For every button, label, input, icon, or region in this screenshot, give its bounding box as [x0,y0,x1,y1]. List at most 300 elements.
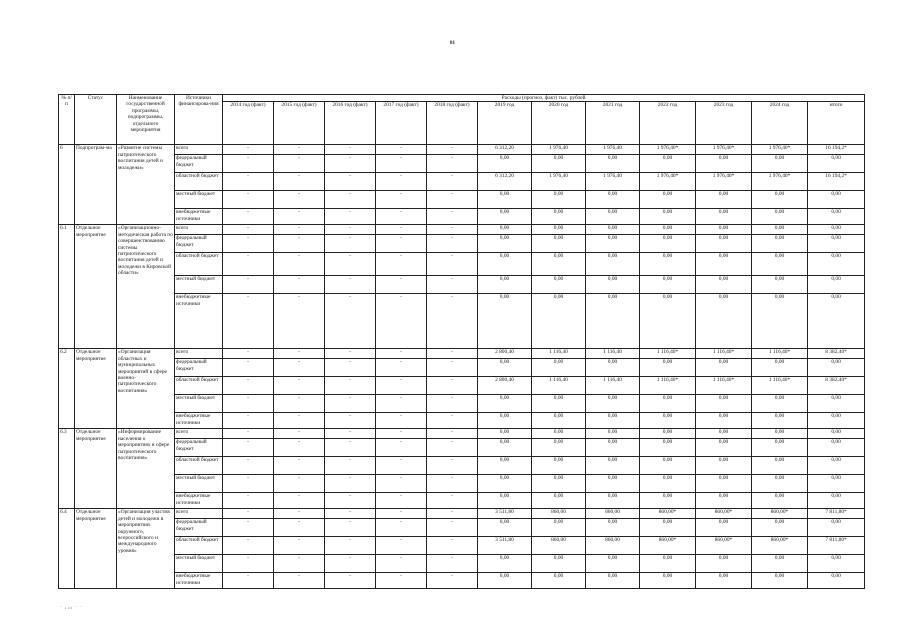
cell-value: 0,00 [532,235,586,253]
cell-value: 0,00 [696,359,752,377]
cell-value: - [427,209,478,225]
cell-value: - [376,225,427,235]
cell-value: - [223,555,274,573]
cell-value: - [325,377,376,395]
header-status: Статус [75,95,117,145]
cell-value: 0,00 [696,475,752,493]
cell-value: - [427,173,478,191]
cell-value: - [427,395,478,413]
cell-value: 0,00 [478,155,532,173]
funding-source: всего [175,145,223,155]
header-year: 2019 год [478,102,532,145]
cell-value: - [427,191,478,209]
cell-value: 0,00 [696,276,752,294]
cell-value: - [376,349,427,359]
table-row [59,173,865,191]
cell-value: - [223,413,274,429]
cell-total: 0,00 [808,276,865,294]
cell-value: - [325,509,376,519]
cell-value: 0,00 [532,519,586,537]
cell-value: - [274,475,325,493]
cell-value: - [325,209,376,225]
cell-total: 0,00 [808,294,865,349]
cell-value: - [223,509,274,519]
cell-value: 860,00* [752,509,808,519]
cell-value: 0,00 [586,555,640,573]
cell-total: 0,00 [808,235,865,253]
cell-value: - [427,225,478,235]
cell-total: 0,00 [808,555,865,573]
header-year: 2022 год [640,102,696,145]
cell-total: 0,00 [808,359,865,377]
cell-value: 1 976,40* [696,173,752,191]
table-row [59,253,865,276]
cell-value: - [223,429,274,439]
cell-value: - [325,235,376,253]
cell-value: - [274,413,325,429]
cell-total: 0,00 [808,439,865,457]
cell-value: - [376,555,427,573]
cell-value: - [325,191,376,209]
cell-value: - [427,475,478,493]
cell-value: 860,00* [696,509,752,519]
cell-value: 0,00 [586,294,640,349]
cell-value: 0,00 [640,573,696,589]
cell-value: 1 116,40* [752,349,808,359]
cell-value: - [274,519,325,537]
cell-value: 0,00 [586,253,640,276]
table-body [59,145,865,589]
cell-value: 0,00 [696,429,752,439]
group-status: Отдельное мероприятие [75,509,117,589]
cell-value: 0,00 [586,235,640,253]
cell-value: - [274,209,325,225]
cell-total: 0,00 [808,395,865,413]
cell-value: 0,00 [696,225,752,235]
table-row [59,573,865,589]
cell-total: 0,00 [808,519,865,537]
cell-value: 0,00 [640,235,696,253]
cell-total: 0,00 [808,475,865,493]
cell-value: - [376,519,427,537]
cell-value: - [427,413,478,429]
cell-value: 0,00 [478,359,532,377]
cell-value: 0,00 [478,457,532,475]
cell-value: 0,00 [640,359,696,377]
cell-value: - [223,537,274,555]
cell-value: - [427,359,478,377]
group-number: 6.4 [59,509,75,589]
cell-value: 0,00 [586,573,640,589]
funding-source: внебюджетные источники [175,573,223,589]
cell-value: - [274,276,325,294]
cell-value: 0,00 [696,191,752,209]
cell-value: - [223,493,274,509]
cell-value: - [427,439,478,457]
cell-total: 7 811,80* [808,509,865,519]
cell-value: 0,00 [752,475,808,493]
cell-value: - [427,155,478,173]
cell-value: 860,00 [532,509,586,519]
cell-total: 0,00 [808,191,865,209]
cell-value: - [427,235,478,253]
table-row [59,377,865,395]
cell-value: 0,00 [752,155,808,173]
cell-value: - [376,493,427,509]
cell-value: - [223,235,274,253]
cell-value: 0,00 [640,155,696,173]
cell-value: 860,00* [752,537,808,555]
cell-value: 0,00 [696,493,752,509]
cell-value: 0,00 [586,439,640,457]
cell-value: - [274,573,325,589]
cell-value: - [325,439,376,457]
cell-value: - [376,457,427,475]
cell-value: 0,00 [752,359,808,377]
cell-value: 0,00 [478,573,532,589]
cell-value: - [274,155,325,173]
cell-value: 0,00 [586,209,640,225]
cell-value: - [376,173,427,191]
cell-value: - [274,225,325,235]
cell-value: 860,00 [532,537,586,555]
cell-value: - [325,555,376,573]
cell-value: 0,00 [478,235,532,253]
cell-value: 0,00 [532,253,586,276]
cell-value: 0,00 [586,457,640,475]
cell-value: 0,00 [532,191,586,209]
header-year: 2024 год [752,102,808,145]
group-number: 6 [59,145,75,225]
cell-value: 0,00 [696,209,752,225]
cell-value: 3 511,80 [478,537,532,555]
cell-value: - [223,209,274,225]
cell-value: 0,00 [752,276,808,294]
cell-value: 0,00 [752,429,808,439]
cell-value: 1 116,40* [640,349,696,359]
cell-value: 0,00 [532,555,586,573]
cell-value: 0,00 [696,457,752,475]
cell-value: 0,00 [640,457,696,475]
cell-value: - [274,145,325,155]
group-number: 6.1 [59,225,75,349]
table-row [59,395,865,413]
cell-value: - [223,276,274,294]
cell-value: 0,00 [478,276,532,294]
header-no: № п/п [59,95,75,145]
cell-value: - [376,294,427,349]
cell-value: 0,00 [478,225,532,235]
cell-value: 0,00 [532,475,586,493]
cell-value: 0,00 [532,276,586,294]
funding-source: местный бюджет [175,475,223,493]
funding-source: местный бюджет [175,191,223,209]
cell-value: 0,00 [696,519,752,537]
cell-value: 1 116,40 [532,349,586,359]
cell-value: - [427,493,478,509]
cell-value: - [223,377,274,395]
cell-value: 1 116,40 [532,377,586,395]
cell-total: 0,00 [808,413,865,429]
cell-total: 0,00 [808,493,865,509]
cell-value: 0,00 [696,253,752,276]
cell-value: - [223,573,274,589]
cell-total: 0,00 [808,253,865,276]
cell-value: 0,00 [586,191,640,209]
cell-value: 0,00 [752,555,808,573]
group-status: Подпрограм-ма [75,145,117,225]
page-number: 81 [450,41,455,46]
footer-mark: · ₁₁₆ · · [60,605,83,610]
cell-value: - [427,377,478,395]
table-row [59,349,865,359]
cell-value: 0,00 [478,439,532,457]
funding-source: всего [175,509,223,519]
cell-value: - [274,173,325,191]
cell-value: - [325,155,376,173]
cell-value: 0,00 [532,439,586,457]
funding-source: внебюджетные источники [175,294,223,349]
cell-value: - [325,395,376,413]
funding-source: федеральный бюджет [175,235,223,253]
cell-value: 1 976,40* [752,173,808,191]
cell-value: - [223,475,274,493]
cell-value: 0,00 [752,493,808,509]
cell-value: 0,00 [586,413,640,429]
cell-value: - [325,276,376,294]
cell-value: - [376,191,427,209]
cell-value: - [427,519,478,537]
cell-value: 1 976,40 [532,173,586,191]
cell-value: 0,00 [640,555,696,573]
cell-value: 3 511,80 [478,509,532,519]
group-name: «Развитие системы патриотического воспитания детей и молодежи» [117,145,175,225]
cell-value: 0,00 [478,413,532,429]
cell-value: 0,00 [586,359,640,377]
cell-value: 860,00 [586,509,640,519]
cell-value: 1 976,40* [696,145,752,155]
budget-table [58,94,865,589]
cell-value: - [223,457,274,475]
cell-value: 1 116,40* [696,377,752,395]
cell-value: 1 116,40 [586,349,640,359]
cell-value: 0,00 [640,395,696,413]
cell-value: - [325,457,376,475]
cell-value: - [427,457,478,475]
table-row [59,294,865,349]
cell-value: 0,00 [532,493,586,509]
cell-total: 8 382,40* [808,377,865,395]
cell-total: 0,00 [808,225,865,235]
cell-value: - [325,359,376,377]
group-name: «Информирование населения о мероприятиях в сфере патриотического воспитания» [117,429,175,509]
cell-value: - [427,573,478,589]
cell-value: - [274,294,325,349]
cell-value: - [223,519,274,537]
cell-value: 0,00 [532,395,586,413]
table-row [59,209,865,225]
cell-value: - [376,235,427,253]
header-year: 2023 год [696,102,752,145]
cell-value: 0,00 [478,253,532,276]
cell-value: 0,00 [478,475,532,493]
table-row [59,519,865,537]
group-name: «Организационно-методическая работа по совершенствованию системы патриотического воспитания детей и молодежи в Кировской области» [117,225,175,349]
cell-value: 0,00 [532,359,586,377]
cell-value: 0,00 [478,209,532,225]
cell-value: 0,00 [532,413,586,429]
cell-value: - [223,155,274,173]
cell-value: 0,00 [752,294,808,349]
cell-value: 0,00 [586,155,640,173]
funding-source: внебюджетные источники [175,493,223,509]
funding-source: областной бюджет [175,253,223,276]
cell-value: 0,00 [640,429,696,439]
funding-source: внебюджетные источники [175,209,223,225]
funding-source: всего [175,429,223,439]
cell-value: 0,00 [696,439,752,457]
cell-value: - [325,537,376,555]
table-row [59,155,865,173]
table-row [59,413,865,429]
cell-value: 0,00 [478,555,532,573]
cell-value: 0,00 [696,235,752,253]
funding-source: местный бюджет [175,395,223,413]
funding-source: областной бюджет [175,173,223,191]
cell-value: 1 976,40 [532,145,586,155]
cell-value: - [376,475,427,493]
cell-value: - [376,573,427,589]
header-year: 2018 год (факт) [427,102,478,145]
cell-value: 0,00 [696,573,752,589]
header-year: 2016 год (факт) [325,102,376,145]
cell-total: 0,00 [808,155,865,173]
cell-value: - [427,253,478,276]
cell-value: - [274,457,325,475]
cell-value: 860,00* [640,537,696,555]
cell-value: - [376,155,427,173]
cell-value: 0,00 [696,413,752,429]
funding-source: федеральный бюджет [175,439,223,457]
table-row [59,225,865,235]
cell-value: - [223,294,274,349]
cell-value: 0,00 [640,439,696,457]
cell-value: 0,00 [752,191,808,209]
cell-value: 1 976,40* [640,173,696,191]
cell-total: 0,00 [808,209,865,225]
cell-value: 1 116,40* [640,377,696,395]
cell-total: 16 194,2* [808,173,865,191]
header-year: 2020 год [532,102,586,145]
cell-value: 1 976,40 [586,173,640,191]
table-header [59,95,865,145]
cell-value: 0,00 [532,429,586,439]
cell-value: - [376,395,427,413]
cell-value: - [325,429,376,439]
cell-value: - [274,359,325,377]
cell-value: 0,00 [586,429,640,439]
cell-value: 0,00 [478,493,532,509]
funding-source: областной бюджет [175,377,223,395]
table-row [59,191,865,209]
cell-value: - [376,253,427,276]
table-row [59,509,865,519]
cell-value: 1 976,40 [586,145,640,155]
cell-value: - [274,349,325,359]
cell-value: 0,00 [696,294,752,349]
cell-value: - [223,439,274,457]
cell-value: 0,00 [752,235,808,253]
cell-value: 0,00 [752,573,808,589]
cell-value: - [376,537,427,555]
cell-value: 0,00 [640,225,696,235]
cell-value: - [376,359,427,377]
table-row [59,537,865,555]
cell-value: - [376,276,427,294]
cell-value: 0,00 [752,413,808,429]
cell-value: - [325,349,376,359]
cell-value: 0,00 [752,225,808,235]
header-expenses-title: Расходы (прогноз, факт) тыс. рублей [223,95,865,102]
cell-value: - [427,349,478,359]
cell-value: - [325,173,376,191]
cell-value: 0,00 [640,475,696,493]
cell-value: 1 976,40* [752,145,808,155]
cell-value: - [427,537,478,555]
funding-source: всего [175,349,223,359]
cell-value: 0,00 [752,253,808,276]
group-status: Отдельное мероприятие [75,429,117,509]
cell-value: - [325,493,376,509]
cell-value: 0,00 [532,209,586,225]
cell-total: 0,00 [808,429,865,439]
cell-value: 0,00 [586,519,640,537]
cell-value: 1 116,40* [752,377,808,395]
cell-total: 0,00 [808,457,865,475]
cell-value: 0,00 [696,555,752,573]
group-number: 6.3 [59,429,75,509]
cell-value: - [427,276,478,294]
cell-total: 0,00 [808,573,865,589]
cell-value: - [427,429,478,439]
cell-value: 860,00* [696,537,752,555]
cell-value: - [376,413,427,429]
cell-value: - [325,475,376,493]
cell-value: - [274,235,325,253]
cell-value: 0,00 [586,395,640,413]
cell-value: - [376,377,427,395]
table-row [59,475,865,493]
cell-value: - [325,145,376,155]
cell-value: - [427,555,478,573]
cell-value: 1 116,40* [696,349,752,359]
cell-value: 0,00 [696,155,752,173]
cell-value: - [223,225,274,235]
cell-value: 0,00 [478,294,532,349]
table-row [59,359,865,377]
cell-value: - [325,253,376,276]
cell-value: 1 976,40* [640,145,696,155]
cell-value: - [223,349,274,359]
cell-value: - [274,377,325,395]
cell-value: - [274,493,325,509]
header-name: Наименование государственной программы, подпрограммы, отдельного мероприятия [117,95,175,145]
cell-value: 0,00 [478,519,532,537]
funding-source: внебюджетные источники [175,413,223,429]
cell-value: 0,00 [586,225,640,235]
table-row [59,429,865,439]
table-row [59,457,865,475]
